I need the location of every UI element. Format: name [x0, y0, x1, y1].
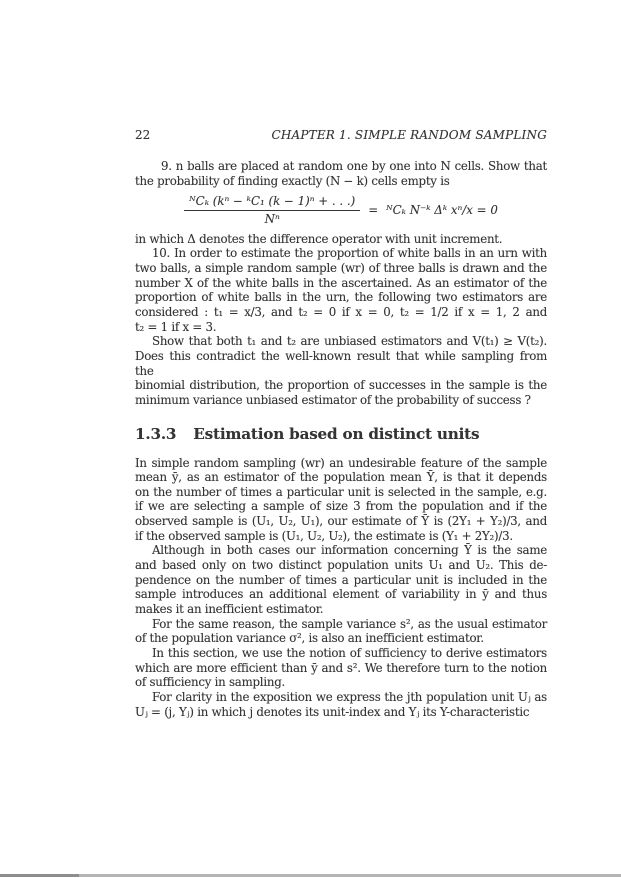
- fraction-numerator: ᴺCₖ (kⁿ − ᵏC₁ (k − 1)ⁿ + . . .): [189, 194, 356, 209]
- text-line: t₂ = 1 if x = 3.: [135, 319, 217, 334]
- chapter-title: CHAPTER 1. SIMPLE RANDOM SAMPLING: [271, 128, 547, 142]
- text-line: makes it an inefficient estimator.: [135, 602, 324, 617]
- formula: [135, 188, 547, 231]
- paragraph-section-2: [135, 543, 547, 616]
- fraction: [184, 194, 360, 226]
- paragraph-section-3: [135, 617, 547, 646]
- paragraph-formula-note: [135, 232, 547, 247]
- text-line: minimum variance unbiased estimator of the probability of success ?: [135, 392, 531, 407]
- paragraph-problem-10: [135, 246, 547, 334]
- horizontal-scrollbar[interactable]: [0, 874, 621, 877]
- section-number: 1.3.3: [135, 424, 177, 443]
- text-line: mean ȳ, as an estimator of the population mean Ȳ, is that it depends: [135, 470, 547, 485]
- text-line: For the same reason, the sample variance s², as the usual estimator: [152, 616, 547, 631]
- text-line: sample introduces an additional element of variability in ȳ and thus: [135, 587, 547, 602]
- text-line: of sufficiency in sampling.: [135, 675, 285, 690]
- text-line: which are more efficient than ȳ and s². We therefore turn to the notion: [135, 660, 547, 675]
- text-line: 10. In order to estimate the proportion of white balls in an urn with: [152, 246, 547, 261]
- running-header: [135, 128, 547, 142]
- section-heading: [135, 425, 547, 443]
- page-body: [135, 159, 547, 719]
- text-line: Although in both cases our information concerning Ȳ is the same: [152, 543, 547, 558]
- text-line: observed sample is (U₁, U₂, U₁), our estimate of Ȳ is (2Y₁ + Y₂)/3, and: [135, 514, 547, 529]
- text-line: In simple random sampling (wr) an undesirable feature of the sample: [135, 455, 547, 470]
- page-number: 22: [135, 128, 151, 142]
- text-line: the probability of finding exactly (N − k) cells empty is: [135, 173, 450, 188]
- text-line: considered : t₁ = x/3, and t₂ = 0 if x = 0, t₂ = 1/2 if x = 1, 2 and: [135, 304, 547, 319]
- text-line: of the population variance σ², is also an inefficient estimator.: [135, 631, 484, 646]
- text-line: two balls, a simple random sample (wr) of three balls is drawn and the: [135, 260, 547, 275]
- scrollbar-thumb[interactable]: [0, 874, 79, 877]
- text-line: proportion of white balls in the urn, the following two estimators are: [135, 290, 547, 305]
- text-line: 9. n balls are placed at random one by one into N cells. Show that: [161, 159, 547, 173]
- text-line: For clarity in the exposition we express the jth population unit Uⱼ as: [152, 690, 547, 704]
- fraction-denominator: Nⁿ: [184, 210, 360, 227]
- text-line: if the observed sample is (U₁, U₂, U₂), the estimate is (Y₁ + 2Y₂)/3.: [135, 528, 513, 543]
- paragraph-section-4: [135, 646, 547, 690]
- text-line: In this section, we use the notion of sufficiency to derive estimators: [152, 646, 547, 661]
- text-line: number X of the white balls in the ascertained. As an estimator of the: [135, 275, 547, 290]
- equals-sign: =: [368, 203, 379, 218]
- text-line: if we are selecting a sample of size 3 from the population and if the: [135, 499, 547, 514]
- paragraph-section-5: [135, 690, 547, 719]
- section-title: Estimation based on distinct units: [193, 424, 480, 443]
- text-line: Uⱼ = (j, Yⱼ) in which j denotes its unit-index and Yⱼ its Y-characteristic: [135, 704, 530, 719]
- formula-rhs: ᴺCₖ N⁻ᵏ Δᵏ xⁿ/x = 0: [386, 203, 498, 218]
- text-line: pendence on the number of times a particular unit is included in the: [135, 572, 547, 587]
- text-line: binomial distribution, the proportion of successes in the sample is the: [135, 378, 547, 393]
- paragraph-problem-10-question: [135, 334, 547, 407]
- text-line: Show that both t₁ and t₂ are unbiased estimators and V(t₁) ≥ V(t₂).: [152, 334, 547, 349]
- text-line: in which Δ denotes the difference operator with unit increment.: [135, 231, 503, 246]
- text-line: Does this contradict the well-known result that while sampling from the: [135, 348, 547, 378]
- paragraph-problem-9: [135, 159, 547, 188]
- text-line: and based only on two distinct population units U₁ and U₂. This de-: [135, 558, 547, 573]
- paragraph-section-1: [135, 456, 547, 544]
- text-line: on the number of times a particular unit is selected in the sample, e.g.: [135, 484, 547, 499]
